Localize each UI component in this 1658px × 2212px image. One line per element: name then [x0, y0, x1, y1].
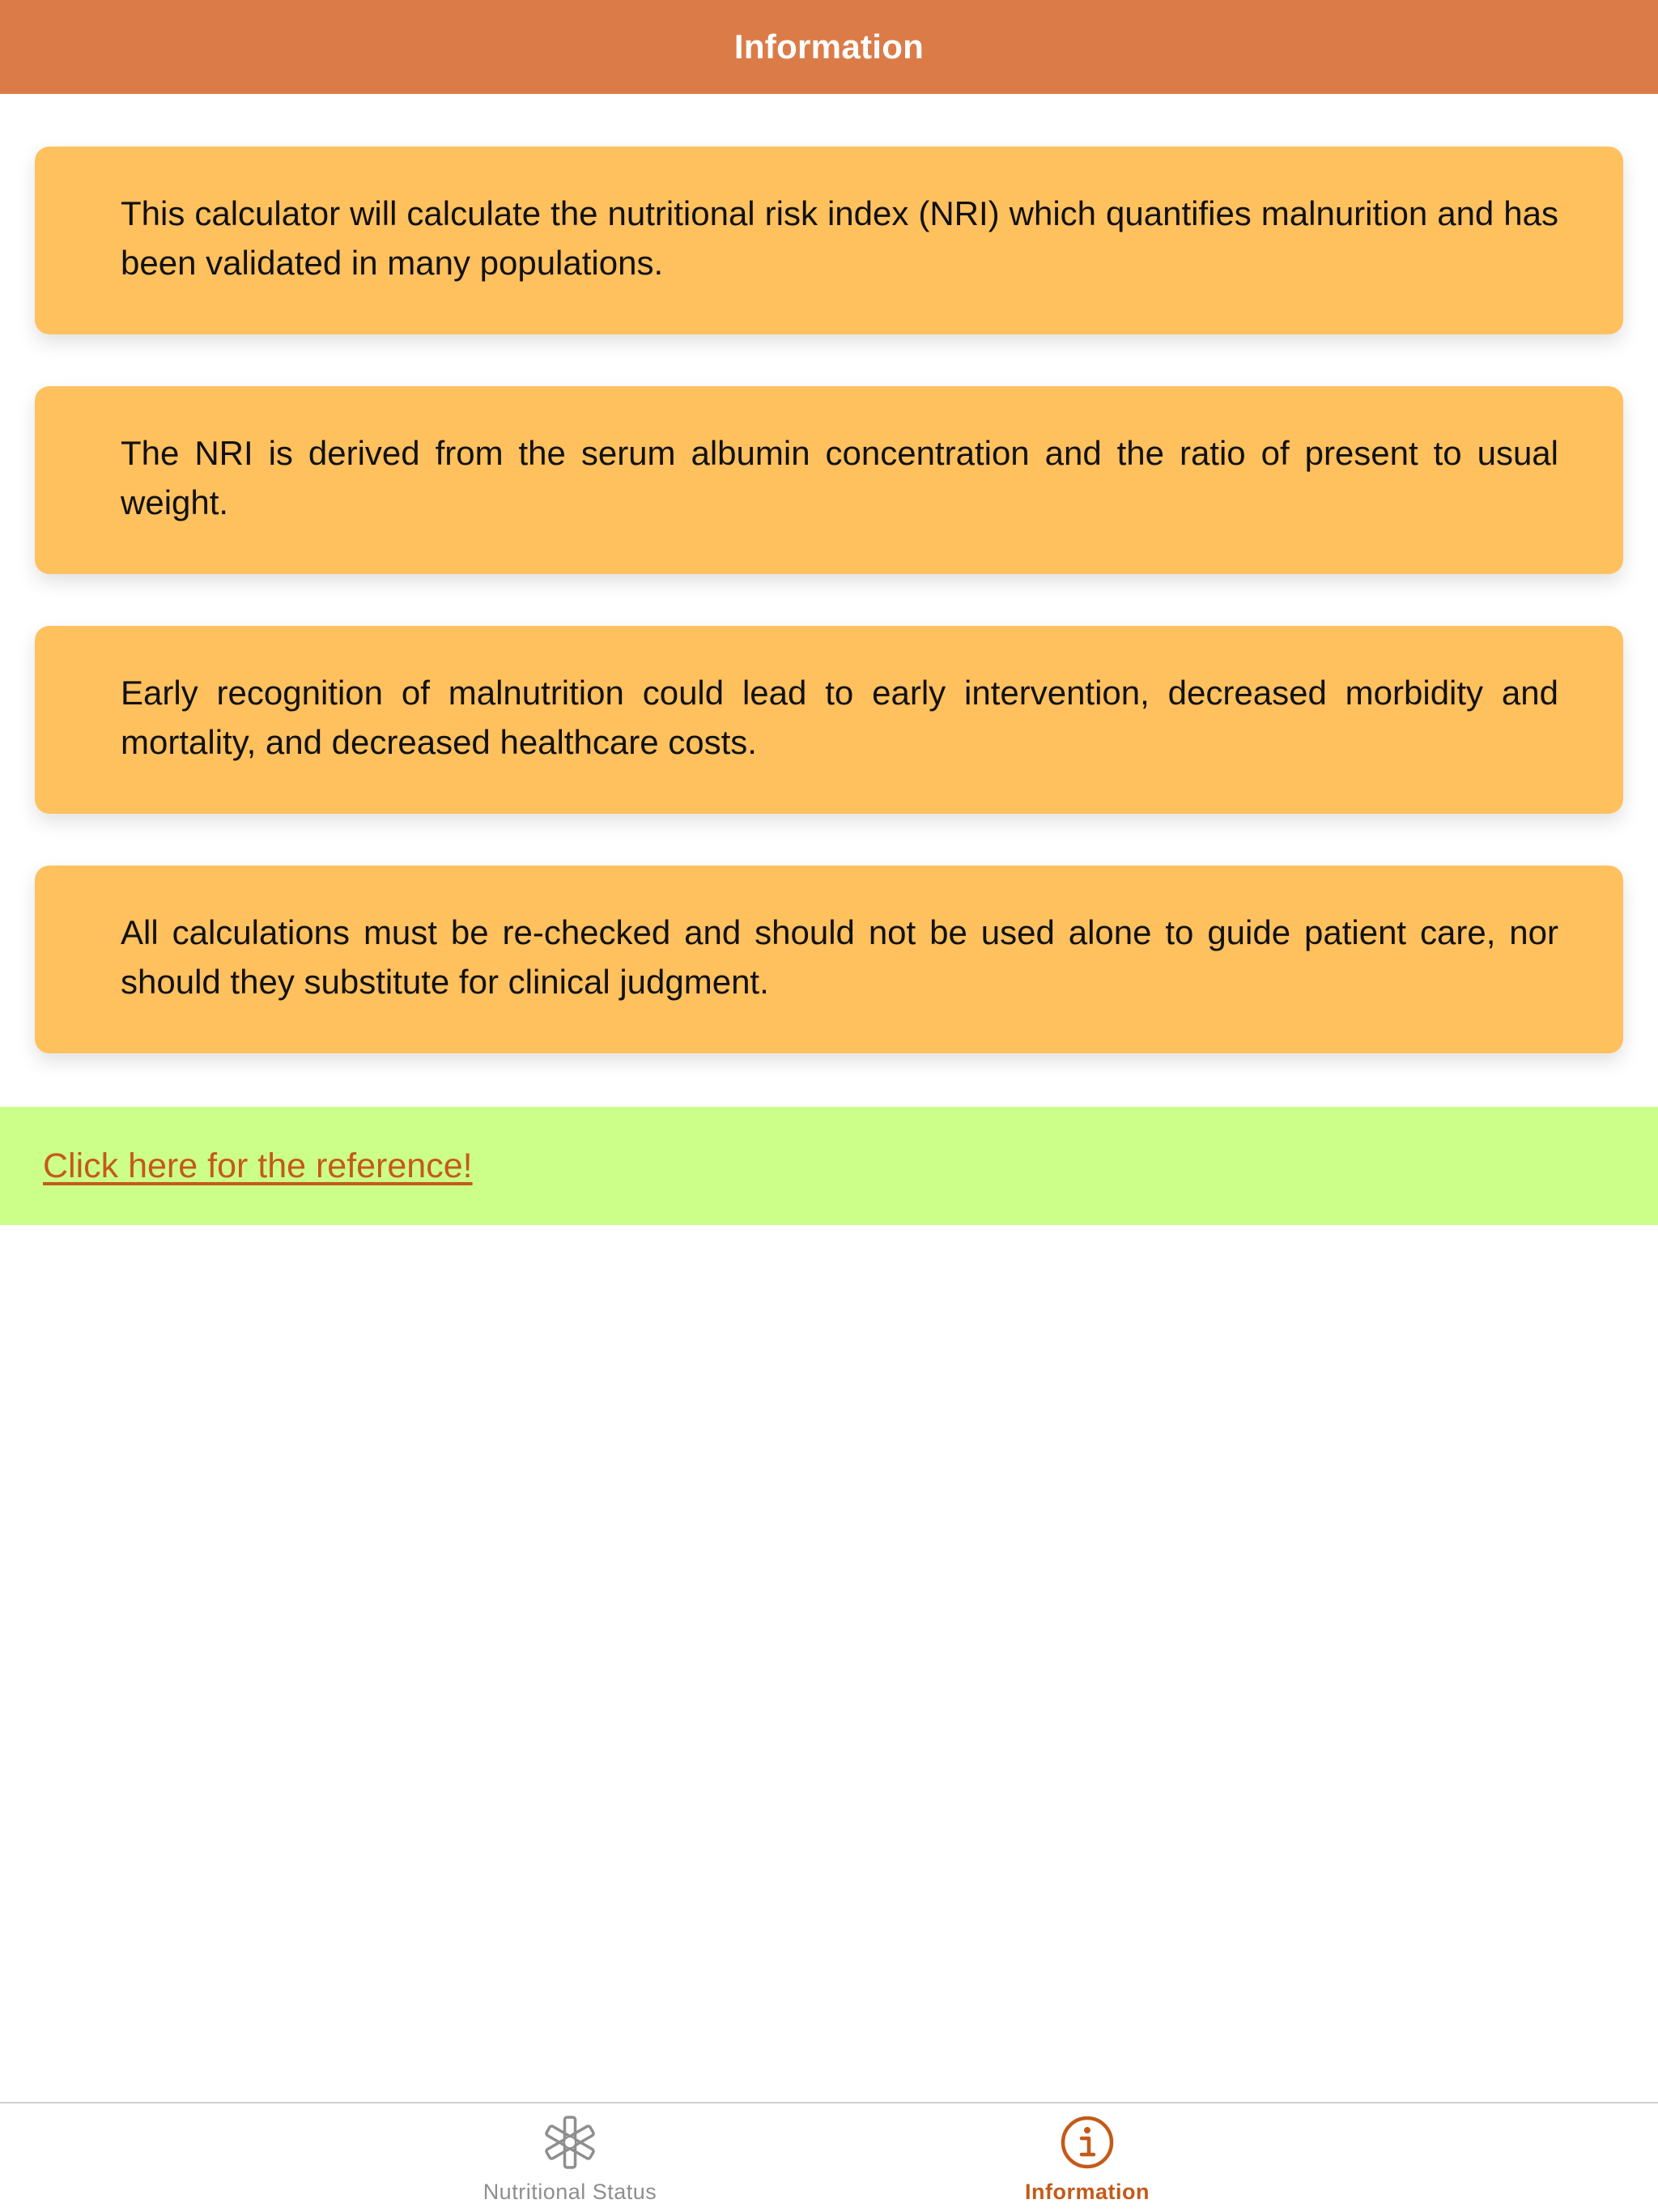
medical-star-icon — [541, 2113, 599, 2172]
info-card-list — [35, 147, 1623, 1105]
navigation-bar — [0, 0, 1658, 94]
info-card-text: The NRI is derived from the serum albumin concentration and the ratio of present to usual weight. — [121, 434, 1558, 521]
tab-label: Information — [1025, 2180, 1150, 2204]
info-circle-icon — [1058, 2113, 1116, 2172]
info-card-text: All calculations must be re-checked and should not be used alone to guide patient care, nor should they substitute for clinical judgment. — [121, 913, 1558, 1001]
info-card — [35, 386, 1623, 574]
tab-label: Nutritional Status — [483, 2180, 657, 2204]
tab-bar — [0, 2102, 1658, 2212]
info-card — [35, 626, 1623, 814]
info-card — [35, 866, 1623, 1053]
tab-information[interactable] — [917, 2113, 1257, 2212]
info-card-text: Early recognition of malnutrition could lead to early intervention, decreased morbidity and mortality, and decreased healthcare costs. — [121, 674, 1558, 761]
reference-link[interactable]: Click here for the reference! — [43, 1146, 473, 1185]
info-card-text: This calculator will calculate the nutritional risk index (NRI) which quantifies malnurition and has been validated in many populations. — [121, 194, 1558, 282]
info-card — [35, 147, 1623, 334]
reference-banner — [0, 1107, 1658, 1225]
tab-nutritional-status[interactable] — [400, 2113, 740, 2212]
page-title: Information — [733, 28, 925, 66]
